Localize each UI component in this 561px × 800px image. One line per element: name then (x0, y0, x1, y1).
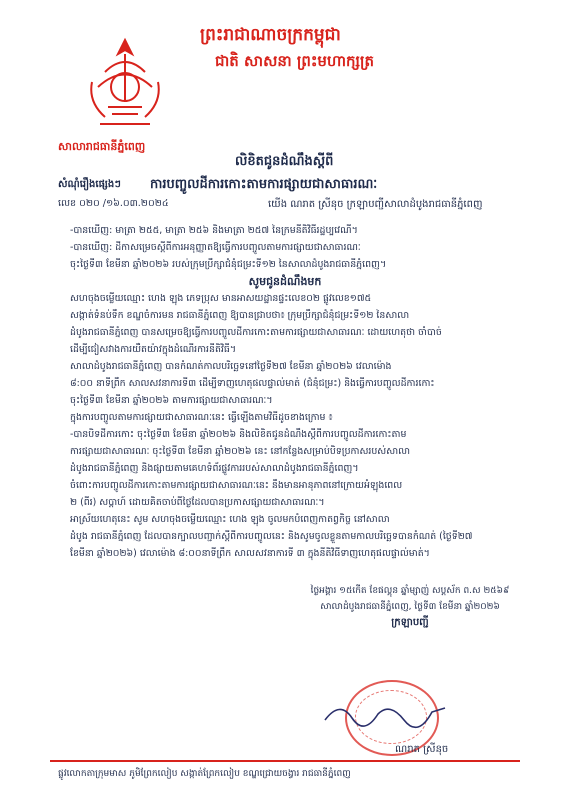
reference-number: លេខ ០២០ /១៦.០៣.២០២៤ (58, 198, 169, 209)
paragraph: ក្នុងការបញ្ចូលតាមការផ្សាយជាសាធារណៈនេះ ធ្វើឡើងតាមវិធីដូចខាងក្រោម ៖ (70, 412, 333, 423)
paragraph: ចំពោះការបញ្ចូលដីការកោះតាមការផ្សាយជាសាធារណៈនេះ នឹងមានអានុភាពនៅក្រោយអំឡុងពេល (70, 480, 403, 491)
municipality-name: សាលារាជធានីភ្នំពេញ (58, 140, 146, 153)
paragraph: សង្កាត់ទំនប់ទឹក ខណ្ឌចំការមន រាជធានីភ្នំពេញ ឱ្យបានជ្រាបថា៖ ក្រុមប្រឹក្សាជំនុំជម្រះទី១២ នៃសាលា (70, 310, 410, 321)
paragraph: -បានឃើញ: មាត្រា ២៥៥, មាត្រា ២៥៦ និងមាត្រា ២៥៧ នៃក្រមនីតិវិធីរដ្ឋប្បវេណី។ (70, 225, 358, 236)
paragraph: ដើម្បីជៀសវាងការយឺតយ៉ាវក្នុងដំណើរការនីតិវិធី។ (70, 344, 237, 355)
issuer-statement: យើង ណរាត ស្រីនុច ក្រឡាបញ្ជីសាលាដំបូងរាជធានីភ្នំពេញ (268, 199, 483, 210)
paragraph: ខែមីនា ឆ្នាំ២០២៦) វេលាម៉ោង ៨:០០នាទីព្រឹក សាលសវនាការទី ៣ ក្នុងនីតិវិធីទាញហេតុផលផ្ទាល់មាត់។ (70, 548, 430, 559)
paragraph: ដំបូងរាជធានីភ្នំពេញ បានសម្រេចឱ្យធ្វើការបញ្ចូលដីការកោះតាមការផ្សាយជាសាធារណៈ ដោយហេតុថា ចាំបាច់ (70, 327, 442, 338)
body-text (70, 222, 500, 562)
document-title: លិខិតជូនដំណឹងស្តីពី (235, 154, 334, 169)
solar-date: សាលាដំបូងរាជធានីភ្នំពេញ, ថ្ងៃទី៣ ខែមីនា ឆ្នាំ២០២៦ (320, 602, 500, 612)
paragraph: -បានបិទដីការកោះ ចុះថ្ងៃទី៣ ខែមីនា ឆ្នាំ២០២៦ និងលិខិតជូនដំណឹងស្តីពីការបញ្ចូលដីការកោះតាម (70, 429, 407, 440)
footer-address: ផ្លូវលោកតាក្រុមមាស ភូមិព្រែកលៀប សង្កាត់ព្រែកលៀប ខណ្ឌជ្រោយចង្វារ រាជធានីភ្នំពេញ (58, 769, 351, 779)
paragraph: ដំបូងរាជធានីភ្នំពេញ និងផ្សាយតាមគេហទំព័រផ្លូវការរបស់សាលាដំបូងរាជធានីភ្នំពេញ។ (70, 463, 359, 474)
national-motto: ជាតិ សាសនា ព្រះមហាក្សត្រ (215, 52, 374, 70)
paragraph: ការផ្សាយជាសាធារណៈ ចុះថ្ងៃទី៣ ខែមីនា ឆ្នាំ២០២៦ នេះ នៅកន្លែងសម្រាប់បិទប្រកាសរបស់សាលា (70, 446, 411, 457)
date-block (300, 583, 520, 631)
paragraph: សហចុងចម្លើយឈ្មោះ ហេង ឡុង ភេទប្រុស មានអាសយដ្ឋានផ្ទះលេខ០២ ផ្លូវលេខ១៧៥ (70, 293, 372, 304)
paragraph: ដំបូង រាជធានីភ្នំពេញ ដែលបានក្បាលបញ្ជាក់ស្តីពីការបញ្ចូលនេះ និងសូមចូលខ្លួនតាមកាលបរិច្ឆេទបានកំណត់ (ថ្ងៃទី២៧ (70, 531, 473, 542)
paragraph: -បានឃើញ: ដីកាសម្រេចស្តីពីការអនុញ្ញាតឱ្យធ្វើការបញ្ចូលតាមការផ្សាយជាសាធារណៈ (70, 242, 361, 253)
kingdom-header: ព្រះរាជាណាចក្រកម្ពុជា (200, 25, 341, 45)
royal-crest-icon (80, 32, 170, 132)
lunar-date: ថ្ងៃអង្គារ ១៥កើត ខែផល្គុន ឆ្នាំម្សាញ់ សប្តស័ក ព.ស ២៥៦៩ (310, 586, 510, 596)
paragraph: ២ (ពីរ) សប្តាហ៍ ដោយគិតចាប់ពីថ្ងៃដែលបានប្រកាសផ្សាយជាសាធារណៈ។ (70, 497, 325, 508)
paragraph: អាស្រ័យហេតុនេះ សូម សហចុងចម្លើយឈ្មោះ ហេង ឡុង ចូលមកបំពេញកាតព្វកិច្ច នៅសាលា (70, 514, 390, 525)
file-type: សំណុំរឿងផ្សេងៗ (58, 179, 121, 190)
paragraph: សាលាដំបូងរាជធានីភ្នំពេញ បានកំណត់កាលបរិច្ឆេទនៅថ្ងៃទី២៧ ខែមីនា ឆ្នាំ២០២៦ វេលាម៉ោង (70, 361, 392, 372)
paragraph: ចុះថ្ងៃទី៣ ខែមីនា ឆ្នាំ២០២៦ របស់ក្រុមប្រឹក្សាជំនុំជម្រះទី១២ នៃសាលាដំបូងរាជធានីភ្នំពេញ។ (70, 259, 387, 270)
signer-name: ណរាត ស្រីនុច (395, 744, 449, 755)
footer-divider (50, 760, 520, 762)
signature-icon (320, 698, 450, 730)
paragraph: ចុះថ្ងៃទី៣ ខែមីនា ឆ្នាំ២០២៦ តាមការផ្សាយជាសាធារណៈ។ (70, 395, 273, 406)
notice-heading: សូមជូនដំណឹងមក (248, 275, 322, 288)
signer-role: ក្រឡាបញ្ជី (391, 617, 429, 628)
paragraph: ៨:០០ នាទីព្រឹក សាលសវនាការទី៣ ដើម្បីទាញហេតុផលផ្ទាល់មាត់ (ជំនុំជម្រះ) និងធ្វើការបញ្ចូលដីការកោះ (70, 378, 435, 389)
document-subject: ការបញ្ចូលដីការកោះតាមការផ្សាយជាសាធារណៈ (150, 177, 378, 192)
